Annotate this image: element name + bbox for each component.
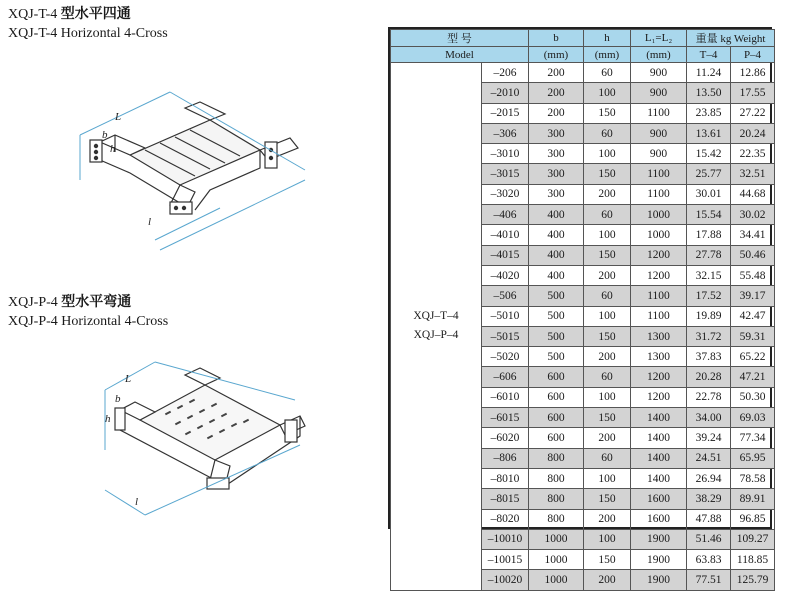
cell-weight-p4: 65.95 [731,448,775,468]
cell-h-value: 100 [584,83,631,103]
dim-label-L-p: L [125,373,132,385]
header-l-unit: (mm) [631,47,687,63]
cell-h-value: 150 [584,103,631,123]
cell-weight-p4: 77.34 [731,428,775,448]
cell-length-value: 1900 [631,550,687,570]
cell-weight-p4: 55.48 [731,265,775,285]
cell-weight-p4: 39.17 [731,286,775,306]
cell-weight-t4: 30.01 [687,184,731,204]
cell-weight-p4: 12.86 [731,63,775,83]
heading-p4-code: XQJ-P-4 [8,295,58,310]
cell-b-value: 400 [529,245,584,265]
cell-h-value: 150 [584,408,631,428]
cell-weight-p4: 30.02 [731,205,775,225]
tray-cross-diagram [95,340,310,525]
cell-b-value: 600 [529,408,584,428]
cell-length-value: 1300 [631,326,687,346]
cell-h-value: 200 [584,265,631,285]
cell-b-value: 200 [529,63,584,83]
cell-b-value: 500 [529,306,584,326]
cell-suffix: –2010 [482,83,529,103]
cell-weight-p4: 22.35 [731,144,775,164]
dim-label-l: l [148,216,152,228]
table-header-row-1 [391,30,775,47]
cell-b-value: 1000 [529,570,584,590]
heading-p4-cn: 型水平弯通 [61,295,132,310]
cell-h-value: 200 [584,509,631,529]
cell-suffix: –6015 [482,408,529,428]
cell-length-value: 1200 [631,245,687,265]
cell-length-value: 1400 [631,468,687,488]
dim-label-h-p: h [105,413,111,425]
cell-length-value: 1400 [631,428,687,448]
cell-weight-t4: 39.24 [687,428,731,448]
cell-b-value: 300 [529,164,584,184]
dim-label-l-p: l [135,496,139,508]
cell-weight-t4: 19.89 [687,306,731,326]
cell-b-value: 400 [529,225,584,245]
table-row [391,63,775,83]
model-name-cell [391,63,482,591]
cell-length-value: 1400 [631,408,687,428]
cell-b-value: 300 [529,144,584,164]
cell-suffix: –10015 [482,550,529,570]
dim-label-b-p: b [115,393,121,405]
cell-weight-p4: 96.85 [731,509,775,529]
cell-weight-p4: 50.30 [731,387,775,407]
cell-b-value: 500 [529,326,584,346]
header-l: L₁=L₂ [631,30,687,47]
heading-p4-title [8,293,168,312]
cell-length-value: 1600 [631,489,687,509]
cell-b-value: 600 [529,367,584,387]
heading-p4 [8,293,168,331]
cell-length-value: 1000 [631,205,687,225]
cell-h-value: 60 [584,448,631,468]
cell-suffix: –206 [482,63,529,83]
cell-length-value: 1200 [631,367,687,387]
cell-weight-t4: 13.61 [687,123,731,143]
cell-length-value: 1100 [631,103,687,123]
cell-suffix: –306 [482,123,529,143]
ladder-cross-diagram [60,80,310,260]
cell-suffix: –8020 [482,509,529,529]
dim-label-L: L [115,111,122,123]
cell-h-value: 60 [584,367,631,387]
cell-weight-t4: 37.83 [687,347,731,367]
cell-suffix: –8010 [482,468,529,488]
cell-h-value: 60 [584,286,631,306]
cell-weight-t4: 20.28 [687,367,731,387]
cell-weight-t4: 63.83 [687,550,731,570]
cell-suffix: –3010 [482,144,529,164]
cell-h-value: 150 [584,164,631,184]
cell-weight-p4: 17.55 [731,83,775,103]
cell-length-value: 900 [631,144,687,164]
cell-h-value: 60 [584,205,631,225]
cell-suffix: –8015 [482,489,529,509]
cell-weight-t4: 13.50 [687,83,731,103]
cell-weight-p4: 59.31 [731,326,775,346]
header-model-en: Model [391,47,529,63]
cell-length-value: 900 [631,63,687,83]
cell-h-value: 150 [584,245,631,265]
cell-suffix: –4020 [482,265,529,285]
cell-b-value: 400 [529,205,584,225]
cell-weight-t4: 23.85 [687,103,731,123]
cell-length-value: 1100 [631,184,687,204]
model-name: XQJ–P–4 [413,329,459,342]
cell-suffix: –5020 [482,347,529,367]
header-b: b [529,30,584,47]
cell-b-value: 500 [529,347,584,367]
cell-h-value: 100 [584,529,631,549]
cell-suffix: –5015 [482,326,529,346]
cell-weight-t4: 32.15 [687,265,731,285]
cell-weight-p4: 109.27 [731,529,775,549]
cell-b-value: 200 [529,83,584,103]
cell-h-value: 60 [584,123,631,143]
header-t4: T–4 [687,47,731,63]
cell-suffix: –6020 [482,428,529,448]
cell-weight-t4: 15.42 [687,144,731,164]
cell-suffix: –4015 [482,245,529,265]
cell-weight-t4: 17.88 [687,225,731,245]
heading-t4-cn: 型水平四通 [60,7,131,22]
cell-weight-t4: 77.51 [687,570,731,590]
cell-b-value: 800 [529,509,584,529]
cell-suffix: –3015 [482,164,529,184]
cell-weight-p4: 47.21 [731,367,775,387]
cell-length-value: 900 [631,123,687,143]
heading-p4-en: XQJ-P-4 Horizontal 4-Cross [8,314,169,329]
cell-suffix: –6010 [482,387,529,407]
cell-h-value: 100 [584,468,631,488]
cell-b-value: 1000 [529,550,584,570]
cell-weight-p4: 118.85 [731,550,775,570]
cell-weight-t4: 22.78 [687,387,731,407]
cell-weight-p4: 44.68 [731,184,775,204]
cell-b-value: 500 [529,286,584,306]
cell-weight-p4: 20.24 [731,123,775,143]
cell-length-value: 1900 [631,570,687,590]
cell-b-value: 300 [529,123,584,143]
cell-weight-p4: 89.91 [731,489,775,509]
cell-suffix: –5010 [482,306,529,326]
cell-weight-t4: 51.46 [687,529,731,549]
cell-weight-t4: 38.29 [687,489,731,509]
cell-suffix: –406 [482,205,529,225]
cell-h-value: 60 [584,63,631,83]
spec-table-frame [388,27,772,587]
cell-weight-p4: 125.79 [731,570,775,590]
cell-weight-t4: 47.88 [687,509,731,529]
cell-length-value: 1100 [631,306,687,326]
cell-b-value: 400 [529,265,584,285]
heading-t4-en: XQJ-T-4 Horizontal 4-Cross [8,26,168,41]
cell-length-value: 1200 [631,387,687,407]
header-p4: P–4 [731,47,775,63]
cell-suffix: –506 [482,286,529,306]
cell-length-value: 1300 [631,347,687,367]
cell-h-value: 200 [584,428,631,448]
cell-b-value: 800 [529,468,584,488]
cell-length-value: 1900 [631,529,687,549]
cell-weight-t4: 34.00 [687,408,731,428]
model-name: XQJ–T–4 [413,310,459,323]
cell-weight-t4: 27.78 [687,245,731,265]
cell-suffix: –4010 [482,225,529,245]
cell-b-value: 1000 [529,529,584,549]
heading-t4-title [8,5,168,24]
cell-h-value: 150 [584,550,631,570]
cell-h-value: 100 [584,306,631,326]
cell-b-value: 200 [529,103,584,123]
cell-weight-t4: 31.72 [687,326,731,346]
cell-b-value: 800 [529,448,584,468]
cell-weight-p4: 27.22 [731,103,775,123]
cell-suffix: –606 [482,367,529,387]
heading-t4 [8,5,168,43]
cell-weight-t4: 24.51 [687,448,731,468]
cell-b-value: 600 [529,428,584,448]
spec-table [390,29,775,591]
cell-weight-t4: 26.94 [687,468,731,488]
cell-weight-p4: 69.03 [731,408,775,428]
cell-weight-p4: 78.58 [731,468,775,488]
cell-h-value: 150 [584,489,631,509]
dim-label-b: b [102,129,108,141]
cell-suffix: –2015 [482,103,529,123]
cell-suffix: –10010 [482,529,529,549]
cell-length-value: 900 [631,83,687,103]
cell-weight-p4: 50.46 [731,245,775,265]
cell-b-value: 300 [529,184,584,204]
cell-length-value: 1400 [631,448,687,468]
cell-length-value: 1600 [631,509,687,529]
cell-suffix: –10020 [482,570,529,590]
cell-h-value: 100 [584,144,631,164]
cell-weight-p4: 34.41 [731,225,775,245]
table-header-row-2 [391,47,775,63]
cell-h-value: 100 [584,225,631,245]
cell-length-value: 1100 [631,164,687,184]
cell-h-value: 150 [584,326,631,346]
cell-length-value: 1000 [631,225,687,245]
cell-suffix: –3020 [482,184,529,204]
cell-weight-t4: 17.52 [687,286,731,306]
cell-h-value: 200 [584,570,631,590]
cell-length-value: 1100 [631,286,687,306]
cell-b-value: 600 [529,387,584,407]
header-h-unit: (mm) [584,47,631,63]
cell-length-value: 1200 [631,265,687,285]
header-b-unit: (mm) [529,47,584,63]
cell-h-value: 200 [584,347,631,367]
cell-weight-p4: 42.47 [731,306,775,326]
cell-suffix: –806 [482,448,529,468]
cell-weight-t4: 25.77 [687,164,731,184]
header-model-cn: 型 号 [391,30,529,47]
header-weight: 重量 kg Weight [687,30,775,47]
heading-t4-code: XQJ-T-4 [8,7,58,22]
cell-weight-p4: 65.22 [731,347,775,367]
cell-weight-t4: 15.54 [687,205,731,225]
cell-h-value: 100 [584,387,631,407]
cell-weight-t4: 11.24 [687,63,731,83]
header-h: h [584,30,631,47]
dim-label-h: h [110,143,116,155]
cell-b-value: 800 [529,489,584,509]
cell-weight-p4: 32.51 [731,164,775,184]
cell-h-value: 200 [584,184,631,204]
